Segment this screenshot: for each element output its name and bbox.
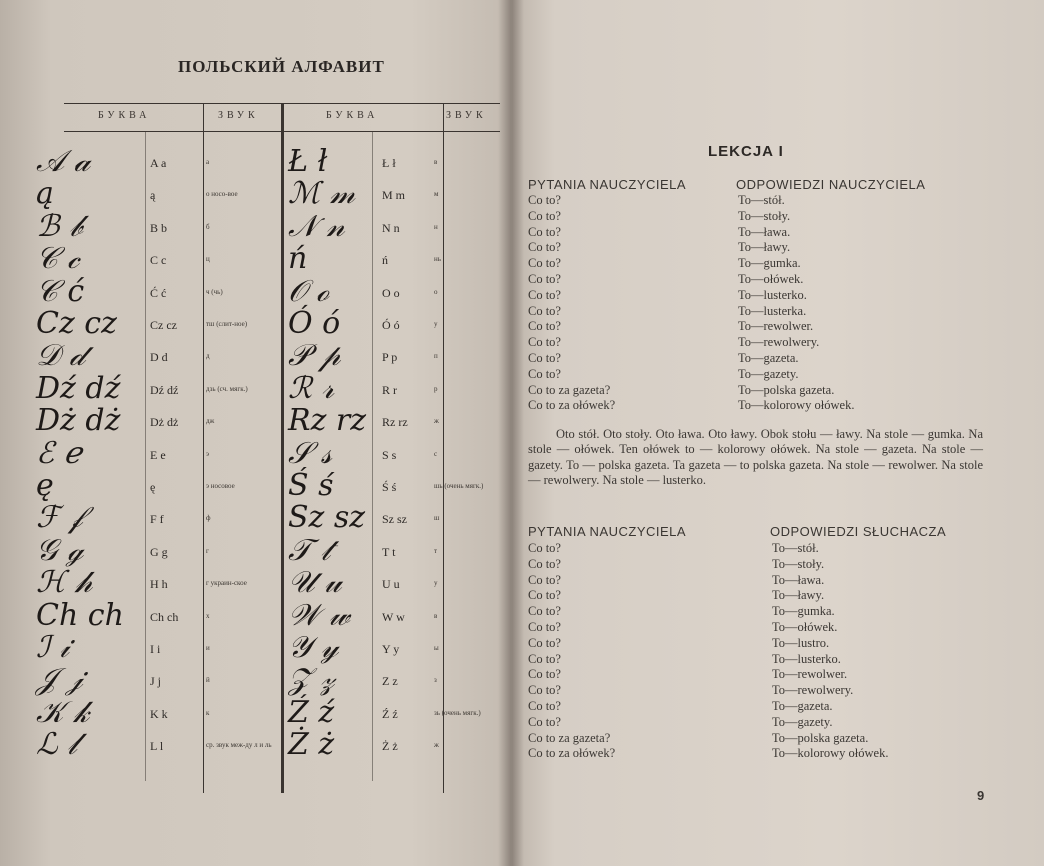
sound-value: р bbox=[434, 385, 438, 393]
script-letter: Ł ł bbox=[288, 144, 328, 179]
sound-value: ы bbox=[434, 644, 439, 652]
dialogue-line: Co to za gazeta? bbox=[528, 730, 611, 745]
script-letter: Ź ź bbox=[288, 695, 335, 730]
dialogue-line: Co to? bbox=[528, 556, 561, 571]
script-letter: Ż ż bbox=[288, 727, 335, 762]
dialogue-line: To—gumka. bbox=[738, 256, 801, 271]
script-letter: 𝒞 𝒸 bbox=[36, 241, 80, 276]
printed-letter: Ć ć bbox=[150, 286, 167, 300]
sound-value: в bbox=[434, 158, 438, 166]
script-letter: Ch ch bbox=[36, 598, 124, 633]
sound-value: н bbox=[434, 223, 438, 231]
script-letter: ę bbox=[36, 468, 54, 503]
dialogue-line: To—gazety. bbox=[738, 366, 799, 381]
printed-letter: J j bbox=[150, 674, 162, 688]
printed-letter: Sz sz bbox=[382, 512, 407, 526]
sound-value: тш (слит-ное) bbox=[206, 320, 248, 328]
script-letter: ℒ 𝓁 bbox=[36, 727, 78, 762]
script-letter: 𝒢 ℊ bbox=[36, 533, 84, 568]
divider-pair-1 bbox=[145, 131, 146, 781]
sound-value: т bbox=[434, 547, 438, 555]
section1-questions bbox=[528, 193, 615, 414]
page-number: 9 bbox=[977, 788, 985, 803]
script-letter: ℬ 𝒷 bbox=[36, 209, 82, 244]
sound-value: к bbox=[206, 709, 210, 717]
dialogue-line: Co to? bbox=[528, 683, 561, 698]
printed-letter: ę bbox=[150, 480, 156, 494]
printed-letter: R r bbox=[382, 383, 397, 397]
dialogue-line: Co to? bbox=[528, 256, 561, 271]
dialogue-line: Co to? bbox=[528, 350, 561, 365]
sound-value: б bbox=[206, 223, 210, 231]
script-letter: ń bbox=[288, 241, 308, 276]
script-letter: Cz cz bbox=[36, 306, 117, 341]
dialogue-line: To—polska gazeta. bbox=[738, 382, 835, 397]
dialogue-line: To—stół. bbox=[738, 193, 785, 207]
printed-letter: Ś ś bbox=[382, 480, 397, 494]
dialogue-line: To—lusterko. bbox=[738, 287, 807, 302]
sound-value: х bbox=[206, 612, 210, 620]
dialogue-line: To—ławy. bbox=[772, 588, 825, 603]
script-letter: 𝒥 𝒿 bbox=[36, 662, 83, 697]
sound-value: з bbox=[434, 676, 437, 684]
script-letter: Sz sz bbox=[288, 500, 366, 535]
script-letter: 𝒪 ℴ bbox=[288, 274, 330, 309]
dialogue-line: Co to? bbox=[528, 335, 561, 350]
printed-letter: M m bbox=[382, 188, 406, 202]
printed-letter: Dż dż bbox=[150, 415, 179, 429]
dialogue-line: Co to? bbox=[528, 303, 561, 318]
script-letter: 𝒮 𝓈 bbox=[288, 436, 332, 471]
dialogue-line: Co to? bbox=[528, 541, 561, 555]
sound-value: зь (очень мягк.) bbox=[434, 709, 481, 717]
section1-answer-header: ODPOWIEDZI NAUCZYCIELA bbox=[736, 177, 926, 192]
dialogue-line: Co to? bbox=[528, 667, 561, 682]
script-letter: Ś ś bbox=[288, 468, 334, 503]
sound-value: д bbox=[206, 352, 210, 360]
divider-center bbox=[281, 103, 284, 793]
dialogue-line: To—rewolwer. bbox=[738, 319, 814, 334]
script-letter: 𝒜 𝒶 bbox=[36, 144, 91, 179]
divider-pair-2 bbox=[372, 131, 373, 781]
header-letter-2: БУКВА bbox=[326, 110, 379, 121]
script-letter: 𝒰 𝓊 bbox=[288, 565, 342, 600]
script-letter: Rz rz bbox=[288, 403, 367, 438]
printed-letter: G g bbox=[150, 545, 168, 559]
printed-letter: U u bbox=[382, 577, 400, 591]
printed-letter: Rz rz bbox=[382, 415, 408, 429]
printed-letter: Cz cz bbox=[150, 318, 177, 332]
sound-value: нь bbox=[434, 255, 441, 263]
dialogue-line: Co to? bbox=[528, 208, 561, 223]
dialogue-line: To—gumka. bbox=[772, 604, 835, 619]
dialogue-line: Co to? bbox=[528, 604, 561, 619]
sound-value: ф bbox=[206, 514, 211, 522]
section2-question-header: PYTANIA NAUCZYCIELA bbox=[528, 524, 687, 539]
dialogue-line: Co to? bbox=[528, 319, 561, 334]
script-letter: 𝒯 𝓉 bbox=[288, 533, 331, 568]
printed-letter: Ch ch bbox=[150, 610, 179, 624]
printed-letter: T t bbox=[382, 545, 396, 559]
script-letter: Dź dź bbox=[36, 371, 121, 406]
right-page bbox=[512, 0, 1044, 866]
printed-letter: P p bbox=[382, 350, 398, 364]
dialogue-line: To—polska gazeta. bbox=[772, 730, 869, 745]
sound-value: ср. звук меж-ду л и ль bbox=[206, 741, 272, 749]
printed-letter: I i bbox=[150, 642, 161, 656]
dialogue-line: To—ławy. bbox=[738, 240, 791, 255]
sound-value: п bbox=[434, 352, 438, 360]
sound-value: г bbox=[206, 547, 209, 555]
dialogue-line: To—gazeta. bbox=[772, 698, 833, 713]
dialogue-line: Co to za ołówek? bbox=[528, 746, 616, 761]
dialogue-line: Co to? bbox=[528, 193, 561, 207]
script-letter: ℱ 𝒻 bbox=[36, 500, 83, 535]
script-letter: ℛ 𝓇 bbox=[288, 371, 334, 406]
sound-value: дж bbox=[206, 417, 215, 425]
section2-answers bbox=[772, 541, 888, 762]
sound-value: о bbox=[434, 288, 438, 296]
sound-value: с bbox=[434, 450, 438, 458]
divider-sound-2 bbox=[443, 103, 444, 793]
sound-value: ж bbox=[434, 417, 439, 425]
dialogue-line: To—gazeta. bbox=[738, 350, 799, 365]
printed-letter: S s bbox=[382, 448, 397, 462]
dialogue-line: Co to? bbox=[528, 287, 561, 302]
script-letter: Dż dż bbox=[36, 403, 121, 438]
sound-value: э носовое bbox=[206, 482, 235, 490]
section2-answer-header: ODPOWIEDZI SŁUCHACZA bbox=[770, 524, 947, 539]
printed-letter: K k bbox=[150, 707, 168, 721]
dialogue-line: To—gazety. bbox=[772, 714, 833, 729]
dialogue-line: Co to? bbox=[528, 366, 561, 381]
sound-value: ц bbox=[206, 255, 210, 263]
sound-value: ш bbox=[434, 514, 440, 522]
dialogue-line: Co to? bbox=[528, 635, 561, 650]
header-sound-1: ЗВУК bbox=[218, 110, 259, 121]
printed-letter: Ł ł bbox=[382, 156, 396, 170]
printed-letter: L l bbox=[150, 739, 164, 753]
script-letter: ℐ 𝒾 bbox=[36, 630, 70, 665]
printed-letter: Ź ź bbox=[382, 707, 398, 721]
dialogue-line: Co to? bbox=[528, 714, 561, 729]
script-letter: 𝒞 ć bbox=[36, 274, 85, 309]
dialogue-line: To—lustro. bbox=[772, 635, 830, 650]
printed-letter: ą bbox=[150, 188, 156, 202]
printed-letter: Ó ó bbox=[382, 318, 400, 332]
sound-value: й bbox=[206, 676, 210, 684]
script-letter: Ó ó bbox=[288, 306, 341, 341]
dialogue-line: Co to za ołówek? bbox=[528, 398, 616, 413]
script-letter: 𝒫 𝓅 bbox=[288, 338, 341, 373]
printed-letter: ń bbox=[382, 253, 388, 267]
dialogue-line: Co to? bbox=[528, 588, 561, 603]
dialogue-line: Co to? bbox=[528, 572, 561, 587]
script-letter: ℋ 𝒽 bbox=[36, 565, 93, 600]
sound-value: г украин-ское bbox=[206, 579, 247, 587]
section1-question-header: PYTANIA NAUCZYCIELA bbox=[528, 177, 687, 192]
dialogue-line: Co to? bbox=[528, 224, 561, 239]
section2-questions bbox=[528, 541, 615, 762]
dialogue-line: To—ołówek. bbox=[772, 619, 838, 634]
dialogue-line: To—lusterko. bbox=[772, 651, 841, 666]
printed-letter: B b bbox=[150, 221, 168, 235]
dialogue-line: To—rewolwery. bbox=[738, 335, 820, 350]
script-letter: 𝒴 𝓎 bbox=[288, 630, 339, 665]
sound-value: о носо-вое bbox=[206, 190, 238, 198]
script-letter: ℳ 𝓂 bbox=[288, 176, 356, 211]
script-letter: 𝒵 𝓏 bbox=[288, 662, 335, 697]
dialogue-line: To—kolorowy ołówek. bbox=[738, 398, 855, 413]
sound-value: шь (очень мягк.) bbox=[434, 482, 484, 490]
header-sound-2: ЗВУК bbox=[446, 110, 487, 121]
dialogue-line: Co to? bbox=[528, 619, 561, 634]
sound-value: у bbox=[434, 320, 438, 328]
lesson-title: LEKCJA I bbox=[708, 143, 784, 160]
dialogue-line: To—stoły. bbox=[738, 208, 791, 223]
dialogue-line: To—lusterka. bbox=[738, 303, 807, 318]
divider-sound-1 bbox=[203, 103, 204, 793]
dialogue-line: To—ołówek. bbox=[738, 271, 804, 286]
dialogue-line: Co to? bbox=[528, 651, 561, 666]
dialogue-line: Co to? bbox=[528, 240, 561, 255]
left-page bbox=[0, 0, 512, 866]
lesson-paragraph: Oto stół. Oto stoły. Oto ława. Oto ławy. Obok stołu — ławy. Na stole — gumka. Na stole — ołówek. Ten ołówek to — kolorowy ołówek. Na stole — gazeta. Na stole — gazety. To — polska gazeta. Ta gazeta — to polska gazeta. Na stole — rewolwer. Na stole — rewolwery. Na stole — lusterko. bbox=[528, 427, 983, 488]
dialogue-line: To—ława. bbox=[772, 572, 825, 587]
printed-letter: W w bbox=[382, 610, 405, 624]
printed-letter: C c bbox=[150, 253, 167, 267]
script-letter: 𝒲 𝓌 bbox=[288, 598, 350, 633]
dialogue-line: To—kolorowy ołówek. bbox=[772, 746, 889, 761]
script-letter: ℰ ℯ bbox=[36, 436, 82, 471]
dialogue-line: To—rewolwery. bbox=[772, 683, 854, 698]
sound-value: ч (чь) bbox=[206, 288, 223, 296]
book-gutter bbox=[498, 0, 524, 866]
sound-value: дзь (сч. мягк.) bbox=[206, 385, 248, 393]
sound-value: и bbox=[206, 644, 210, 652]
dialogue-line: To—stoły. bbox=[772, 556, 825, 571]
sound-value: а bbox=[206, 158, 210, 166]
dialogue-line: Co to? bbox=[528, 271, 561, 286]
dialogue-line: To—rewolwer. bbox=[772, 667, 848, 682]
printed-letter: Ż ż bbox=[382, 739, 398, 753]
dialogue-line: To—stół. bbox=[772, 541, 819, 555]
printed-letter: Y y bbox=[382, 642, 400, 656]
dialogue-line: Co to? bbox=[528, 698, 561, 713]
script-letter: ą bbox=[36, 176, 54, 211]
printed-letter: Dź dź bbox=[150, 383, 179, 397]
printed-letter: A a bbox=[150, 156, 167, 170]
printed-letter: F f bbox=[150, 512, 164, 526]
script-letter: 𝒩 𝓃 bbox=[288, 209, 345, 244]
printed-letter: H h bbox=[150, 577, 168, 591]
printed-letter: O o bbox=[382, 286, 400, 300]
header-letter-1: БУКВА bbox=[98, 110, 151, 121]
section1-answers bbox=[738, 193, 854, 414]
sound-value: ж bbox=[434, 741, 439, 749]
script-letter: 𝒦 𝓀 bbox=[36, 695, 90, 730]
printed-letter: N n bbox=[382, 221, 400, 235]
sound-value: в bbox=[434, 612, 438, 620]
printed-letter: E e bbox=[150, 448, 166, 462]
sound-value: э bbox=[206, 450, 210, 458]
dialogue-line: Co to za gazeta? bbox=[528, 382, 611, 397]
printed-letter: D d bbox=[150, 350, 168, 364]
dialogue-line: To—ława. bbox=[738, 224, 791, 239]
sound-value: у bbox=[434, 579, 438, 587]
printed-letter: Z z bbox=[382, 674, 398, 688]
sound-value: м bbox=[434, 190, 439, 198]
script-letter: 𝒟 𝒹 bbox=[36, 338, 85, 373]
alphabet-title: ПОЛЬСКИЙ АЛФАВИТ bbox=[178, 57, 385, 76]
